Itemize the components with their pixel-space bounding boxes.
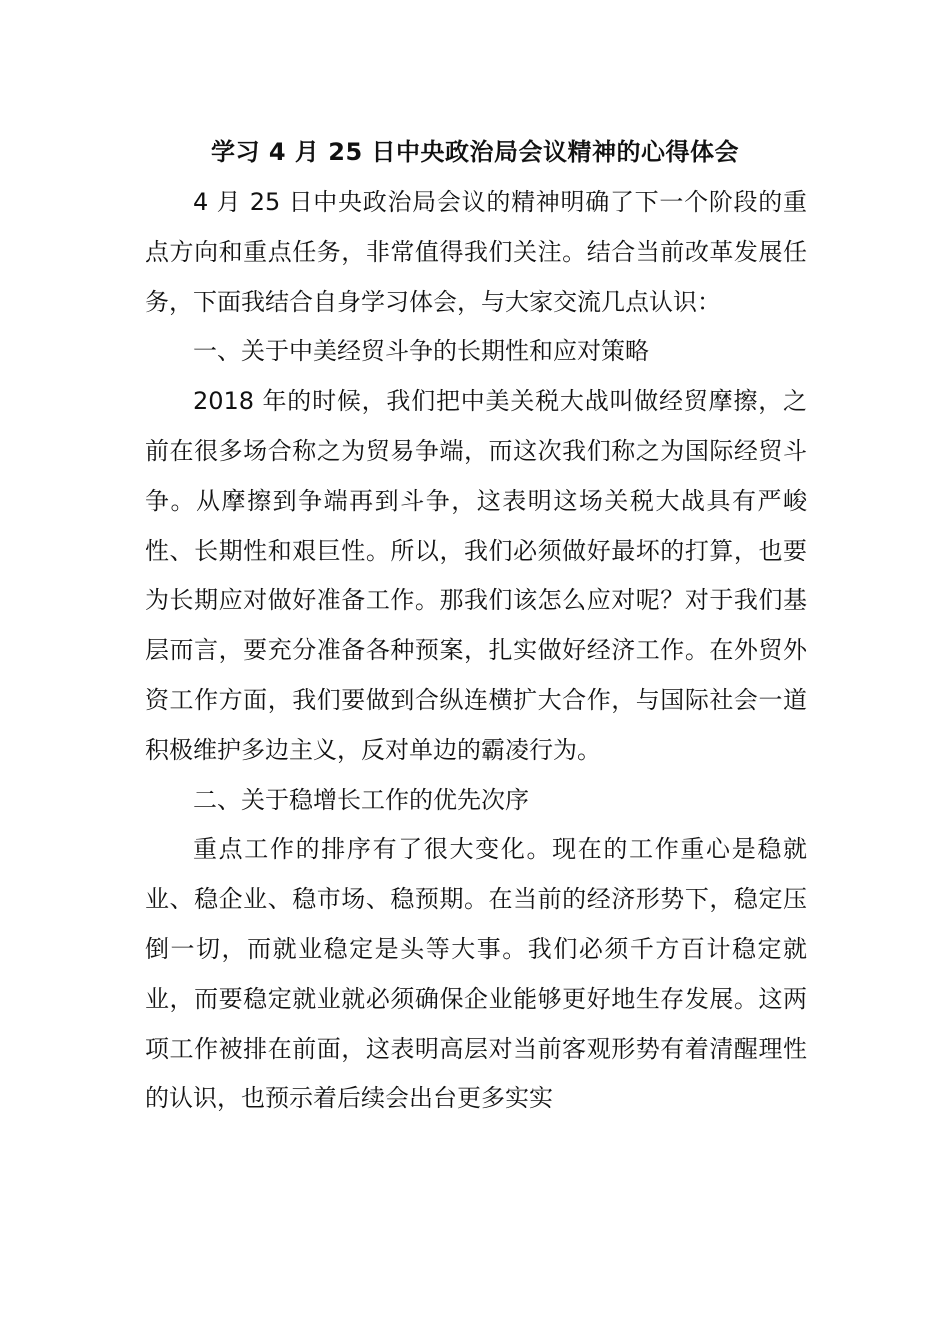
section-heading-2: 二、关于稳增长工作的优先次序: [193, 785, 529, 814]
section-2-paragraph: 重点工作的排序有了很大变化。现在的工作重心是稳就业、稳企业、稳市场、稳预期。在当前的经济形势下，稳定压倒一切，而就业稳定是头等大事。我们必须千方百计稳定就业，而要稳定就业就必须确保企业能够更好地生存发展。这两项工作被排在前面，这表明高层对当前客观形势有着清醒理性的认识，也预示着后续会出台更多实实: [145, 835, 807, 1113]
document-body: [145, 178, 807, 1124]
intro-paragraph: 4 月 25 日中央政治局会议的精神明确了下一个阶段的重点方向和重点任务，非常值得我们关注。结合当前改革发展任务，下面我结合自身学习体会，与大家交流几点认识：: [145, 188, 807, 316]
section-heading-1: 一、关于中美经贸斗争的长期性和应对策略: [193, 337, 649, 366]
section-1-paragraph: 2018 年的时候，我们把中美关税大战叫做经贸摩擦，之前在很多场合称之为贸易争端，而这次我们称之为国际经贸斗争。从摩擦到争端再到斗争，这表明这场关税大战具有严峻性、长期性和艰巨性。所以，我们必须做好最坏的打算，也要为长期应对做好准备工作。那我们该怎么应对呢？对于我们基层而言，要充分准备各种预案，扎实做好经济工作。在外贸外资工作方面，我们要做到合纵连横扩大合作，与国际社会一道积极维护多边主义，反对单边的霸凌行为。: [145, 387, 807, 764]
document-title: 学习 4 月 25 日中央政治局会议精神的心得体会: [210, 138, 740, 166]
